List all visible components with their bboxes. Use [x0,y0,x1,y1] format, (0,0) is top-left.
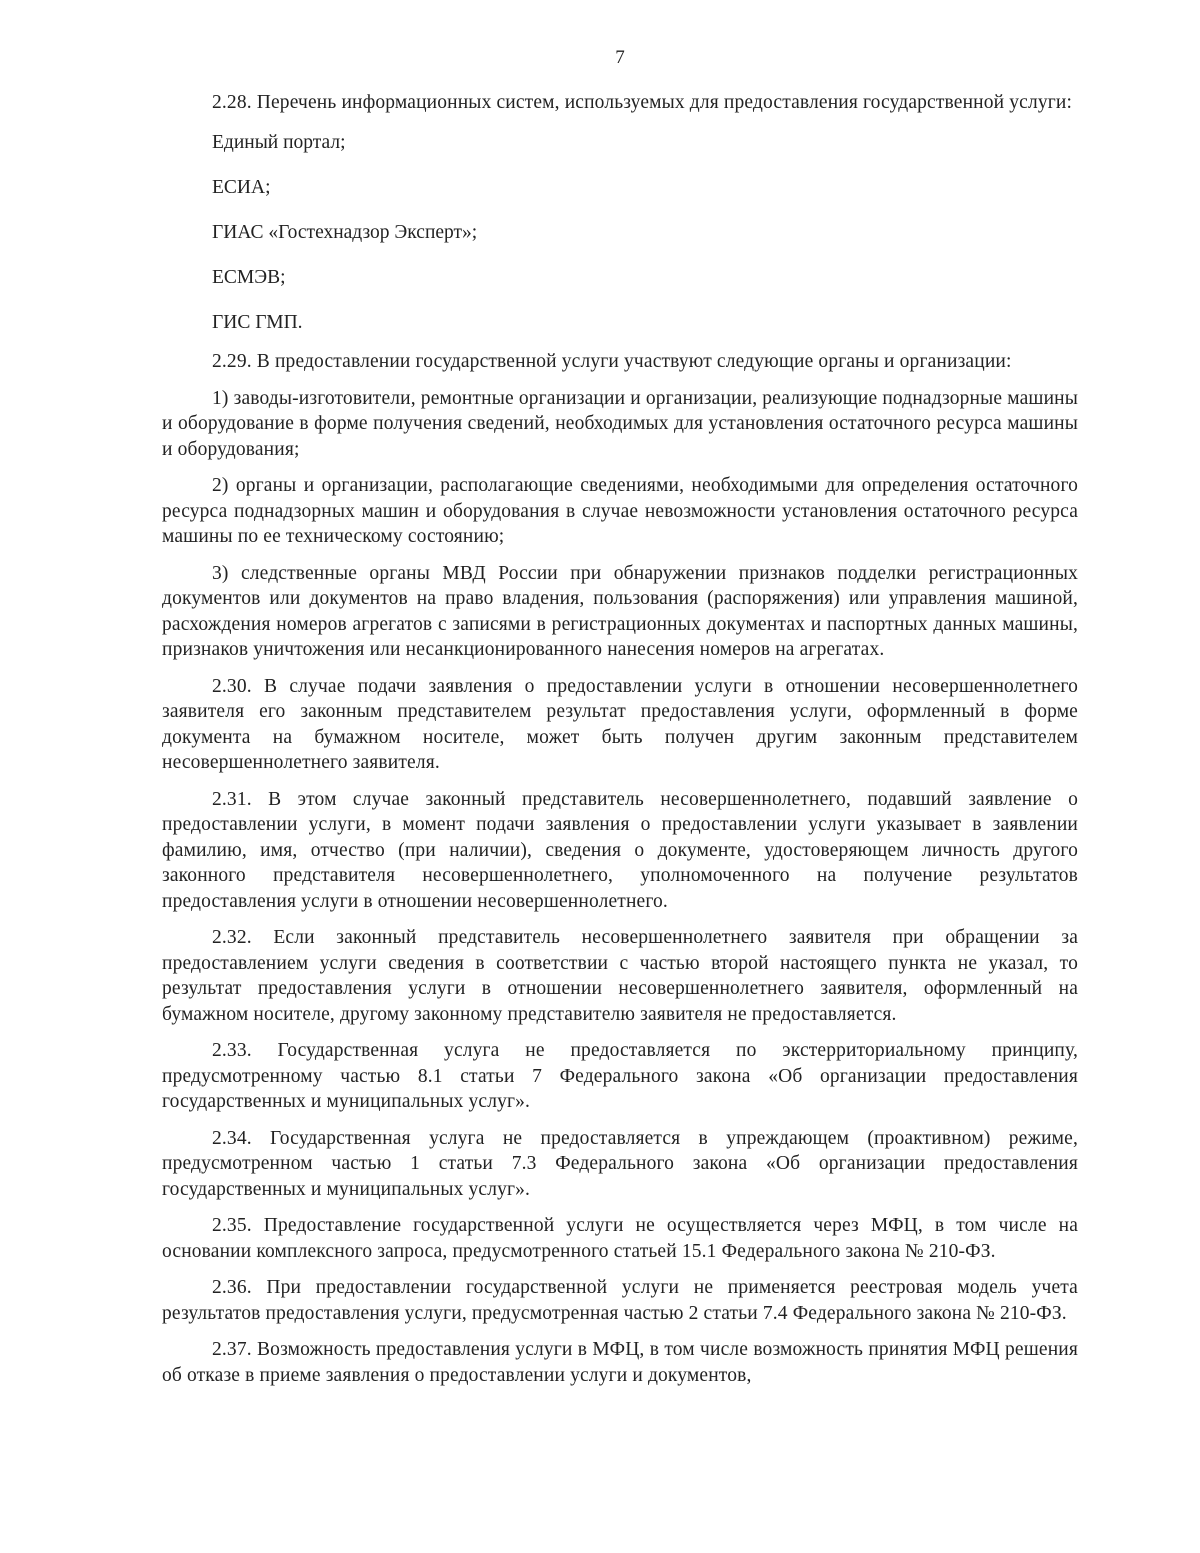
document-body [162,90,1078,1399]
paragraph-2-37: 2.37. Возможность предоставления услуги в МФЦ, в том числе возможность принятия МФЦ решения об отказе в приеме заявления о предоставлении услуги и документов, [162,1339,1078,1386]
paragraph-2-30: 2.30. В случае подачи заявления о предоставлении услуги в отношении несовершеннолетнего заявителя его законным представителем результат предоставления услуги, оформленный в форме документа на бумажном носителе, может быть получен другим законным представителем несовершеннолетнего заявителя. [162,675,1078,773]
list-item-3: 3) следственные органы МВД России при обнаружении признаков подделки регистрационных документов или документов на право владения, пользования (распоряжения) или управления машиной, расхождения номеров агрегатов с записями в регистрационных документах и паспортных данных машины, признаков уничтожения или несанкционированного нанесения номеров на агрегатах. [162,562,1078,660]
system-item: ГИАС «Гостехнадзор Эксперт»; [212,221,478,243]
paragraph-2-31: 2.31. В этом случае законный представитель несовершеннолетнего, подавший заявление о предоставлении услуги, в момент подачи заявления о предоставлении услуги указывает в заявлении фамилию, имя, отчество (при наличии), сведения о документе, удостоверяющем личность другого законного представителя несовершеннолетнего, уполномоченного на получение результатов предоставления услуги в отношении несовершеннолетнего. [162,788,1078,912]
list-item-1: 1) заводы-изготовители, ремонтные организации и организации, реализующие поднадзорные машины и оборудование в форме получения сведений, необходимых для установления остаточного ресурса машины и оборудования; [162,387,1078,460]
paragraph-2-34: 2.34. Государственная услуга не предоставляется в упреждающем (проактивном) режиме, предусмотренном частью 1 статьи 7.3 Федерального закона «Об организации предоставления государственных и муниципальных услуг». [162,1127,1078,1200]
paragraph-2-28: 2.28. Перечень информационных систем, используемых для предоставления государственной услуги: [212,92,1073,113]
list-item-2: 2) органы и организации, располагающие сведениями, необходимыми для определения остаточного ресурса поднадзорных машин и оборудования в случае невозможности установления остаточного ресурса машины по ее техническому состоянию; [162,475,1078,547]
paragraph-2-35: 2.35. Предоставление государственной услуги не осуществляется через МФЦ, в том числе на основании комплексного запроса, предусмотренного статьей 15.1 Федерального закона № 210-ФЗ. [162,1215,1078,1262]
system-item: ЕСМЭВ; [212,266,286,288]
system-item: Единый портал; [212,131,346,153]
paragraph-2-36: 2.36. При предоставлении государственной услуги не применяется реестровая модель учета результатов предоставления услуги, предусмотренная частью 2 статьи 7.4 Федерального закона № 210-ФЗ. [162,1277,1078,1324]
system-item: ГИС ГМП. [212,311,303,333]
paragraph-2-29: 2.29. В предоставлении государственной услуги участвуют следующие органы и организации: [212,351,1012,372]
page-number: 7 [615,47,625,68]
paragraph-2-32: 2.32. Если законный представитель несовершеннолетнего заявителя при обращении за предоставлением услуги сведения в соответствии с частью второй настоящего пункта не указал, то результат предоставления услуги в отношении несовершеннолетнего заявителя, оформленный на бумажном носителе, другому законному представителю заявителя не предоставляется. [162,927,1078,1025]
system-item: ЕСИА; [212,176,271,198]
paragraph-2-33: 2.33. Государственная услуга не предоставляется по экстерриториальному принципу, предусмотренному частью 8.1 статьи 7 Федерального закона «Об организации предоставления государственных и муниципальных услуг». [162,1040,1078,1112]
